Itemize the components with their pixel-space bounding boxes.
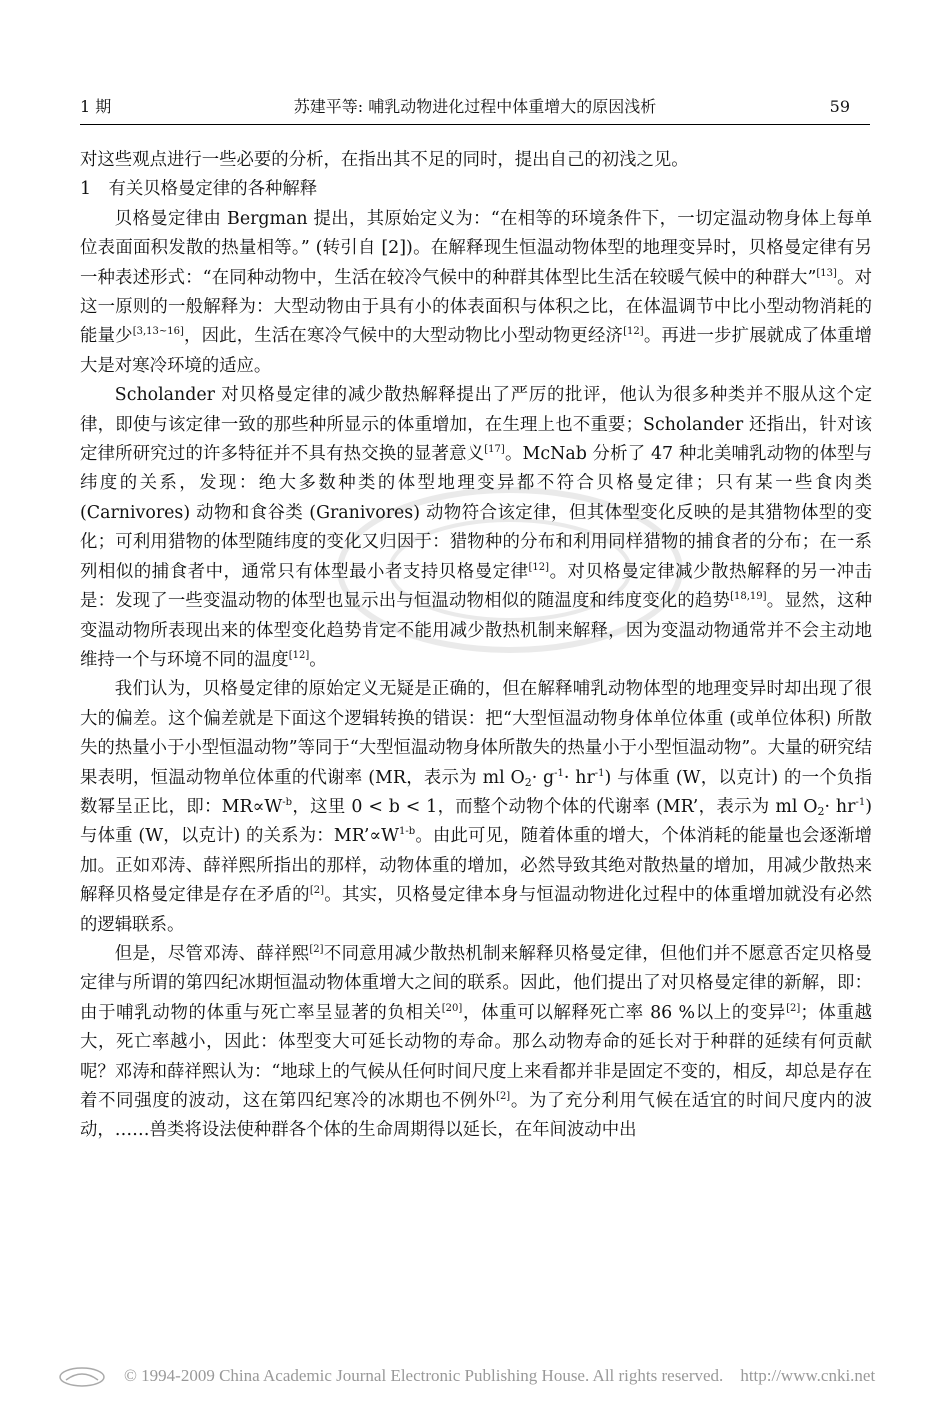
citation: [3,13~16] [132,326,184,338]
page-number: 59 [829,97,850,116]
citation: [12] [623,326,644,338]
citation: [13] [816,267,837,279]
paragraph: 贝格曼定律由 Bergman 提出，其原始定义为：“在相等的环境条件下，一切定温动物身体上每单位表面面积发散的热量相等。” (转引自 [2])。在解释现生恒温动物体型的地理变异时，贝格曼定律有另一种表述形式：“在同种动物中，生活在较冷气候中的种群其体型比生活在较暖气候中的种群大”[13]。对这一原则的一般解释为：大型动物由于具有小的体表面积与体积之比，在体温调节中比小型动物消耗的能量少[3,13~16]，因此，生活在寒冷气候中的大型动物比小型动物更经济[12]。再进一步扩展就成了体重增大是对寒冷环境的适应。 [80,208,872,376]
citation: [12] [528,561,550,573]
issue-label: 1 期 [80,97,112,116]
paragraph: Scholander 对贝格曼定律的减少散热解释提出了严厉的批评，他认为很多种类并不服从这个定律，即使与该定律一致的那些种所显示的体重增加，在生理上也不重要；Scholander 还指出，针对该定律所研究过的许多特征并不具有热交换的显著意义[17]。McNab 分析了 47 种北美哺乳动物的体型与纬度的关系，发现：绝大多数种类的体型地理变异都不符合贝格曼定律；只有某一些食肉类 (Carnivores) 动物和食谷类 (Granivores) 动物符合该定律，但其体型变化反映的是其猎物体型的变化；可利用猎物的体型随纬度的变化又归因于：猎物种的分布和利用同样猎物的捕食者的分布；在一系列相似的捕食者中，通常只有体型最小者支持贝格曼定律[12]。对贝格曼定律减少散热解释的另一冲击是：发现了一些变温动物的体型也显示出与恒温动物相似的随温度和纬度变化的趋势[18,19]。显然，这种变温动物所表现出来的体型变化趋势肯定不能用减少散热机制来解释，因为变温动物通常并不会主动地维持一个与环境不同的温度[12]。 [80,385,872,670]
citation: [17] [484,444,505,456]
paragraph: 对这些观点进行一些必要的分析，在指出其不足的同时，提出自己的初浅之见。 [80,150,689,170]
paragraph: 我们认为，贝格曼定律的原始定义无疑是正确的，但在解释哺乳动物体型的地理变异时却出现了很大的偏差。这个偏差就是下面这个逻辑转换的错误：把“大型恒温动物身体单位体重 (或单位体积) 所散失的热量小于小型恒温动物”等同于“大型恒温动物身体所散失的热量小于小型恒温动物”。大量的研究结果表明，恒温动物单位体重的代谢率 (MR，表示为 ml $O_2\cdot g^{-1}\cdot hr^{-1}$) 与体重 (W，以克计) 的一个负指数幂呈正比，即：$MR\propto W^{-b}$，这里 0 < b < 1，而整个动物个体的代谢率 (MR’，表示为 ml $O_2\cdot hr^{-1}$) 与体重 (W，以克计) 的关系为：$MR’\propto W^{1-b}$。由此可见，随着体重的增大，个体消耗的能量也会逐渐增加。正如邓涛、薛祥熙所指出的那样，动物体重的增加，必然导致其绝对散热量的增加，用减少散热来解释贝格曼定律是存在矛盾的[2]。其实，贝格曼定律本身与恒温动物进化过程中的体重增加就没有必然的逻辑联系。 [80,679,872,935]
copyright-footer [58,1366,950,1392]
paragraph: 但是，尽管邓涛、薛祥熙[2]不同意用减少散热机制来解释贝格曼定律，但他们并不愿意否定贝格曼定律与所谓的第四纪冰期恒温动物体重增大之间的联系。因此，他们提出了对贝格曼定律的新解，即：由于哺乳动物的体重与死亡率呈显著的负相关[20]，体重可以解释死亡率 86 %以上的变异[2]；体重越大，死亡率越小，因此：体型变大可延长动物的寿命。那么动物寿命的延长对于种群的延续有何贡献呢？邓涛和薛祥熙认为：“地球上的气候从任何时间尺度上来看都并非是固定不变的，相反，却总是存在着不同强度的波动，这在第四纪寒冷的冰期也不例外[2]。为了充分利用气候在适宜的时间尺度内的波动，……兽类将设法使种群各个体的生命周期得以延长，在年间波动中出 [80,943,872,1141]
running-header [80,94,870,120]
running-title: 苏建平等: 哺乳动物进化过程中体重增大的原因浅析 [293,97,657,116]
citation: [18,19] [730,591,767,603]
section-heading: 1 有关贝格曼定律的各种解释 [80,179,318,200]
citation: [12] [288,649,310,661]
citation: [2] [496,1091,511,1102]
cnki-logo-icon [58,1366,106,1388]
body-text [80,146,872,1146]
citation: [2] [309,943,324,955]
citation: [2] [309,885,324,897]
footer-url[interactable]: http://www.cnki.net [740,1366,876,1385]
citation: [2] [786,1002,801,1014]
copyright-text: © 1994-2009 China Academic Journal Electronic Publishing House. All rights reserved. [124,1366,724,1385]
citation: [20] [441,1002,463,1014]
header-rule [80,124,870,125]
